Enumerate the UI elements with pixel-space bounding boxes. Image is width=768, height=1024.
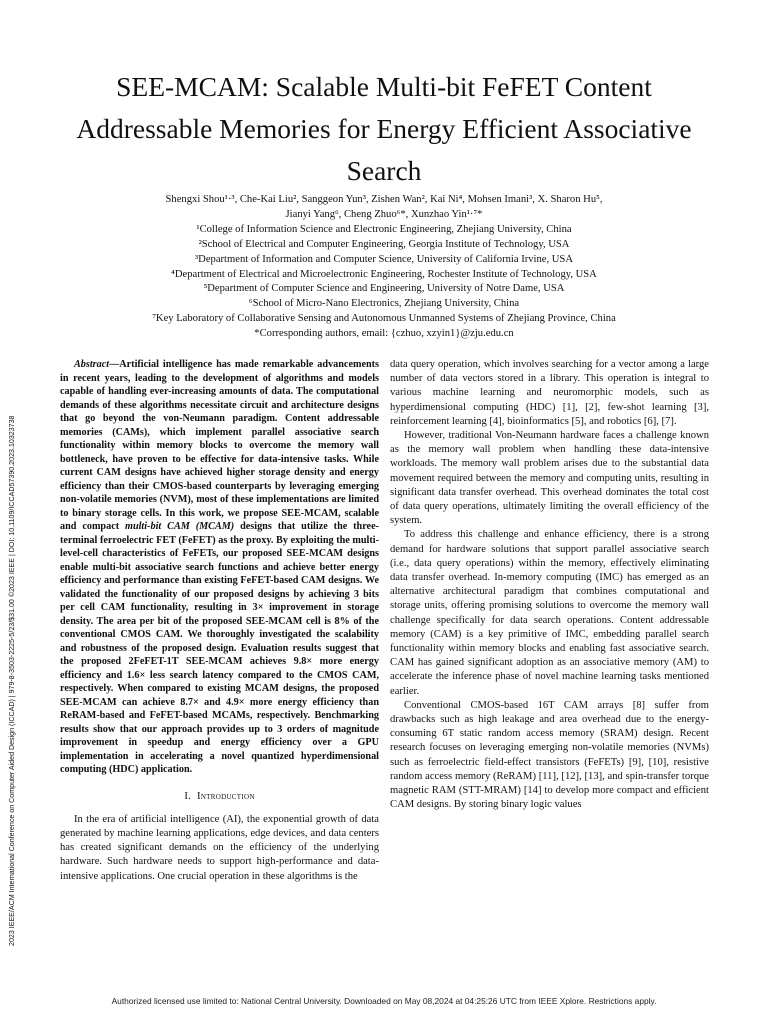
copyright-sidebar	[0, 0, 16, 1024]
affiliation-1: ¹College of Information Science and Electronic Engineering, Zhejiang University, China	[196, 223, 572, 235]
affiliation-6: ⁶School of Micro-Nano Electronics, Zhejiang University, China	[248, 298, 520, 310]
affiliation-7: ⁷Key Laboratory of Collaborative Sensing and Autonomous Unmanned Systems of Zhejiang Province, China	[152, 313, 616, 325]
abstract-label: Abstract	[74, 359, 110, 370]
paper-title: SEE-MCAM: Scalable Multi-bit FeFET Content Addressable Memories for Energy Efficient Associative Search	[76, 71, 692, 186]
section-title: Introduction	[197, 790, 255, 802]
abstract-dash: —	[109, 359, 120, 370]
left-column	[60, 358, 379, 884]
abstract-text-b: designs that utilize the three-terminal ferroelectric FET (FeFET) as the proxy. By exploiting the multi-level-cell characteristics of FeFETs, our proposed SEE-MCAM designs enable multi-bit associative search functions and achieve better energy efficiency and performance than existing FeFET-based CAM designs. We validated the functionality of our proposed designs by achieving 3 bits per cell CAM functionality, resulting in 3× improvement in storage density. The area per bit of the proposed SEE-MCAM cell is 8% of the conventional CMOS CAM. We thoroughly investigated the scalability and robustness of the proposed design. Evaluation results suggest that the proposed 2FeFET-1T SEE-MCAM achieves 9.8× more energy efficiency and 1.6× less search latency compared to the CMOS CAM, respectively. When compared to existing MCAM designs, the proposed SEE-MCAM can achieve 8.7× and 4.9× more energy efficiency than ReRAM-based and FeFET-based MCAMs, respectively. Benchmarking results show that our approach provides up to 3 orders of magnitude improvement in speedup and energy efficiency over a GPU implementation in accelerating a novel quantized hyperdimensional computing (HDC) application.	[60, 521, 379, 775]
right-paragraph-1: data query operation, which involves searching for a vector among a large number of data vectors stored in a library. This operation is integral to various machine learning and neuromorphic models, such as hyperdimensional computing (HDC) [1], [2], few-shot learning [3], reinforcement learning [4], bioinformatics [5], and robotics [6], [7].	[390, 359, 709, 427]
affiliation-5: ⁵Department of Computer Science and Engineering, University of Notre Dame, USA	[203, 283, 565, 295]
corresponding-email: *Corresponding authors, email: {czhuo, xzyin1}@zju.edu.cn	[254, 328, 514, 340]
affiliation-4: ⁴Department of Electrical and Microelectronic Engineering, Rochester Institute of Technology, USA	[171, 268, 597, 280]
abstract-text-a: Artificial intelligence has made remarkable advancements in recent years, leading to the development of algorithms and models capable of handling ever-increasing amounts of data. The computational demands of these algorithms necessitate circuit and architecture designs that go beyond the von-Neumann paradigm. Content addressable memories (CAMs), which implement parallel associative search functionality within memory blocks to overcome the memory wall bottleneck, have proven to be effective for data-intensive tasks. While current CAM designs have achieved higher storage density and energy efficiency than their CMOS-based counterparts by leveraging emerging non-volatile memories (NVM), most of these implementations are limited to binary storage cells. In this work, we propose SEE-MCAM, scalable and compact	[60, 359, 379, 532]
right-paragraph-4: Conventional CMOS-based 16T CAM arrays [8] suffer from drawbacks such as high leakage and area overhead due to the energy-consuming 6T static random access memory (SRAM) design. Recent research focuses on leveraging emerging non-volatile memories (NVMs) such as ferroelectric field-effect transistors (FeFETs) [9], [10], resistive random access memory (ReRAM) [11], [12], [13], and spin-transfer torque magnetic RAM (STT-MRAM) [14] to develop more compact and efficient CAM designs. By storing binary logic values	[390, 699, 709, 811]
affiliation-2: ²School of Electrical and Computer Engineering, Georgia Institute of Technology, USA	[198, 238, 570, 250]
affiliation-3: ³Department of Information and Computer Science, University of California Irvine, USA	[195, 253, 573, 265]
right-paragraph-3: To address this challenge and enhance efficiency, there is a strong demand for hardware solutions that support parallel associative search (i.e., data query operations) within the memory, effectively eliminating data transfer overhead. In-memory computing (IMC) has emerged as an alternative architectural paradigm that combines computational and storage units, offering promising solutions to overcome the memory wall challenge specifically for data search operations. Content addressable memory (CAM) is a key primitive of IMC, embedding parallel search functionality within memory blocks and enabling fast associative search. CAM has gained significant adoption as an associative memory (AM) to accelerate the inference phase of novel machine learning tasks mentioned earlier.	[390, 529, 709, 697]
abstract-italic-term: multi-bit CAM (MCAM)	[125, 521, 235, 532]
abstract	[60, 358, 379, 777]
section-number: I.	[184, 790, 192, 802]
author-line-2: Jianyi Yang⁶, Cheng Zhuo⁶*, Xunzhao Yin¹·⁷*	[285, 208, 483, 220]
copyright-sidebar-text: 2023 IEEE/ACM International Conference on Computer Aided Design (ICCAD) | 979-8-3503-2225-5/23/$31.00 ©2023 IEEE | DOI: 10.1109/ICCAD57390.2023.10323738	[8, 415, 16, 946]
author-block	[60, 193, 708, 342]
intro-paragraph-1: In the era of artificial intelligence (AI), the exponential growth of data generated by machine learning applications, edge devices, and data centers has created significant demands on the efficiency of the underlying hardware. Such hardware needs to support high-performance and data-intensive applications. One crucial operation in these algorithms is the	[60, 813, 379, 882]
right-paragraph-2: However, traditional Von-Neumann hardware faces a challenge known as the memory wall problem when handling these data-intensive workloads. The memory wall problem arises due to the substantial data movement required between the memory and computing units, resulting in significant data transfer overhead. This overhead dominates the total cost of data query operations, ultimately limiting the overall efficiency of the system.	[390, 430, 709, 527]
author-line-1: Shengxi Shou¹·³, Che-Kai Liu², Sanggeon Yun³, Zishen Wan², Kai Ni⁴, Mohsen Imani³, X. Sharon Hu⁵,	[165, 194, 603, 205]
section-heading-introduction	[60, 790, 379, 804]
access-footer: Authorized licensed use limited to: National Central University. Downloaded on May 08,2024 at 04:25:26 UTC from IEEE Xplore. Restrictions apply.	[111, 996, 657, 1006]
right-column	[390, 358, 709, 813]
